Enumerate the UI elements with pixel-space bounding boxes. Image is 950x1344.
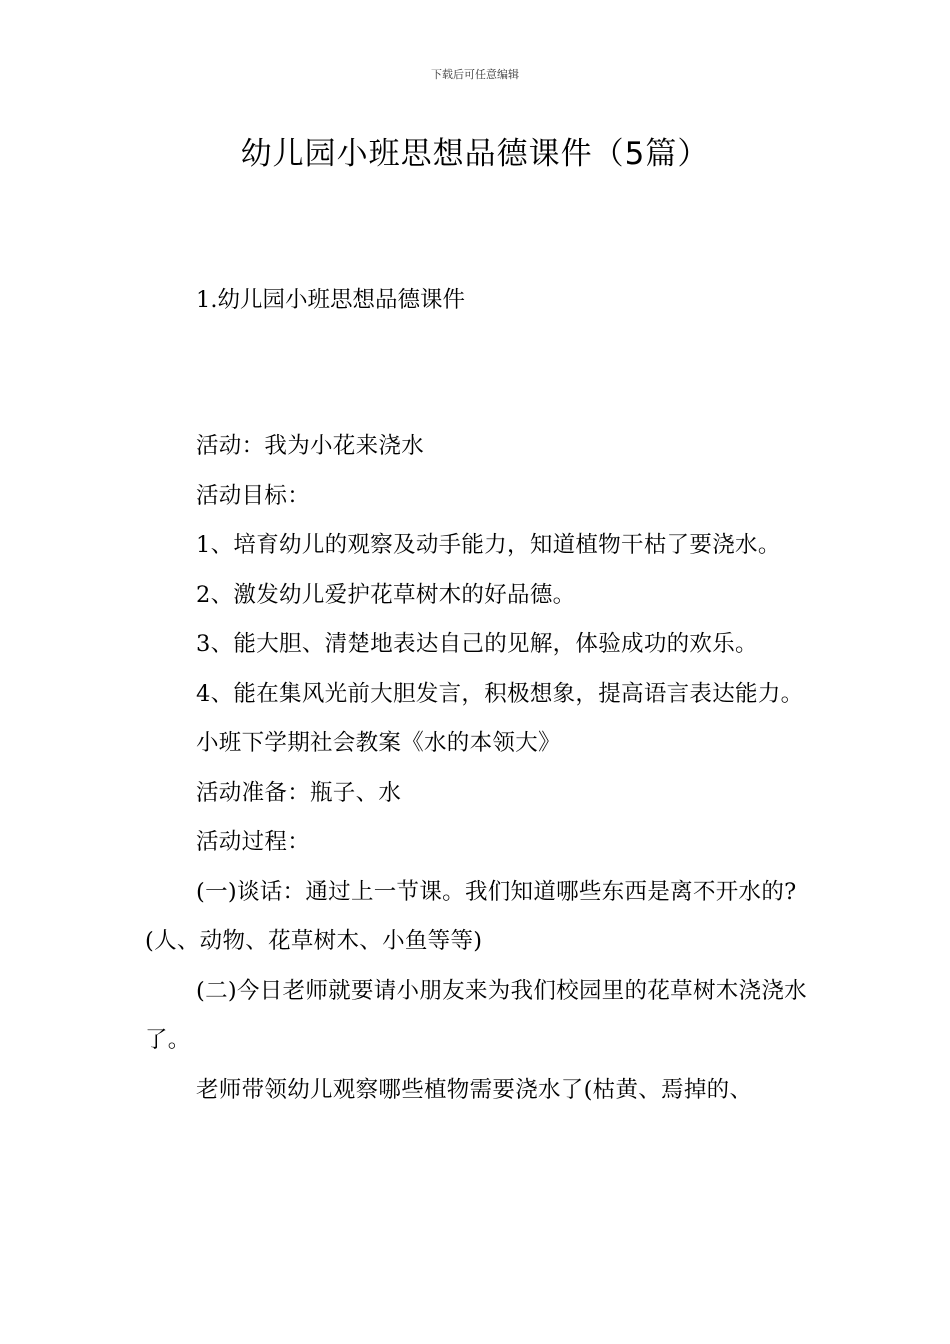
header-note: 下载后可任意编辑	[431, 68, 519, 81]
paragraph-step-1: (一)谈话：通过上一节课。我们知道哪些东西是离不开水的?(人、动物、花草树木、小鱼等等)	[145, 878, 797, 954]
paragraph-goal-4: 4、能在集风光前大胆发言，积极想象，提高语言表达能力。	[196, 680, 804, 707]
paragraph-goal-2: 2、激发幼儿爱护花草树木的好品德。	[196, 581, 576, 608]
paragraph-preparation: 活动准备：瓶子、水	[196, 779, 402, 806]
paragraph-activity: 活动：我为小花来浇水	[196, 433, 425, 459]
paragraph-lesson-title: 小班下学期社会教案《水的本领大》	[196, 730, 561, 756]
paragraph-step-3: 老师带领幼儿观察哪些植物需要浇水了(枯黄、焉掉的、	[196, 1076, 753, 1103]
paragraph-goals-heading: 活动目标：	[196, 482, 311, 509]
section-heading: 1.幼儿园小班思想品德课件	[196, 287, 465, 313]
paragraph-goal-3: 3、能大胆、清楚地表达自己的见解，体验成功的欢乐。	[196, 631, 758, 657]
document-body	[145, 422, 835, 1115]
paragraph-process-heading: 活动过程：	[196, 829, 311, 855]
document-title: 幼儿园小班思想品德课件（5篇）	[240, 136, 710, 172]
paragraph-step-2: (二)今日老师就要请小朋友来为我们校园里的花草树木浇浇水了。	[145, 977, 807, 1053]
paragraph-goal-1: 1、培育幼儿的观察及动手能力，知道植物干枯了要浇水。	[196, 532, 781, 558]
